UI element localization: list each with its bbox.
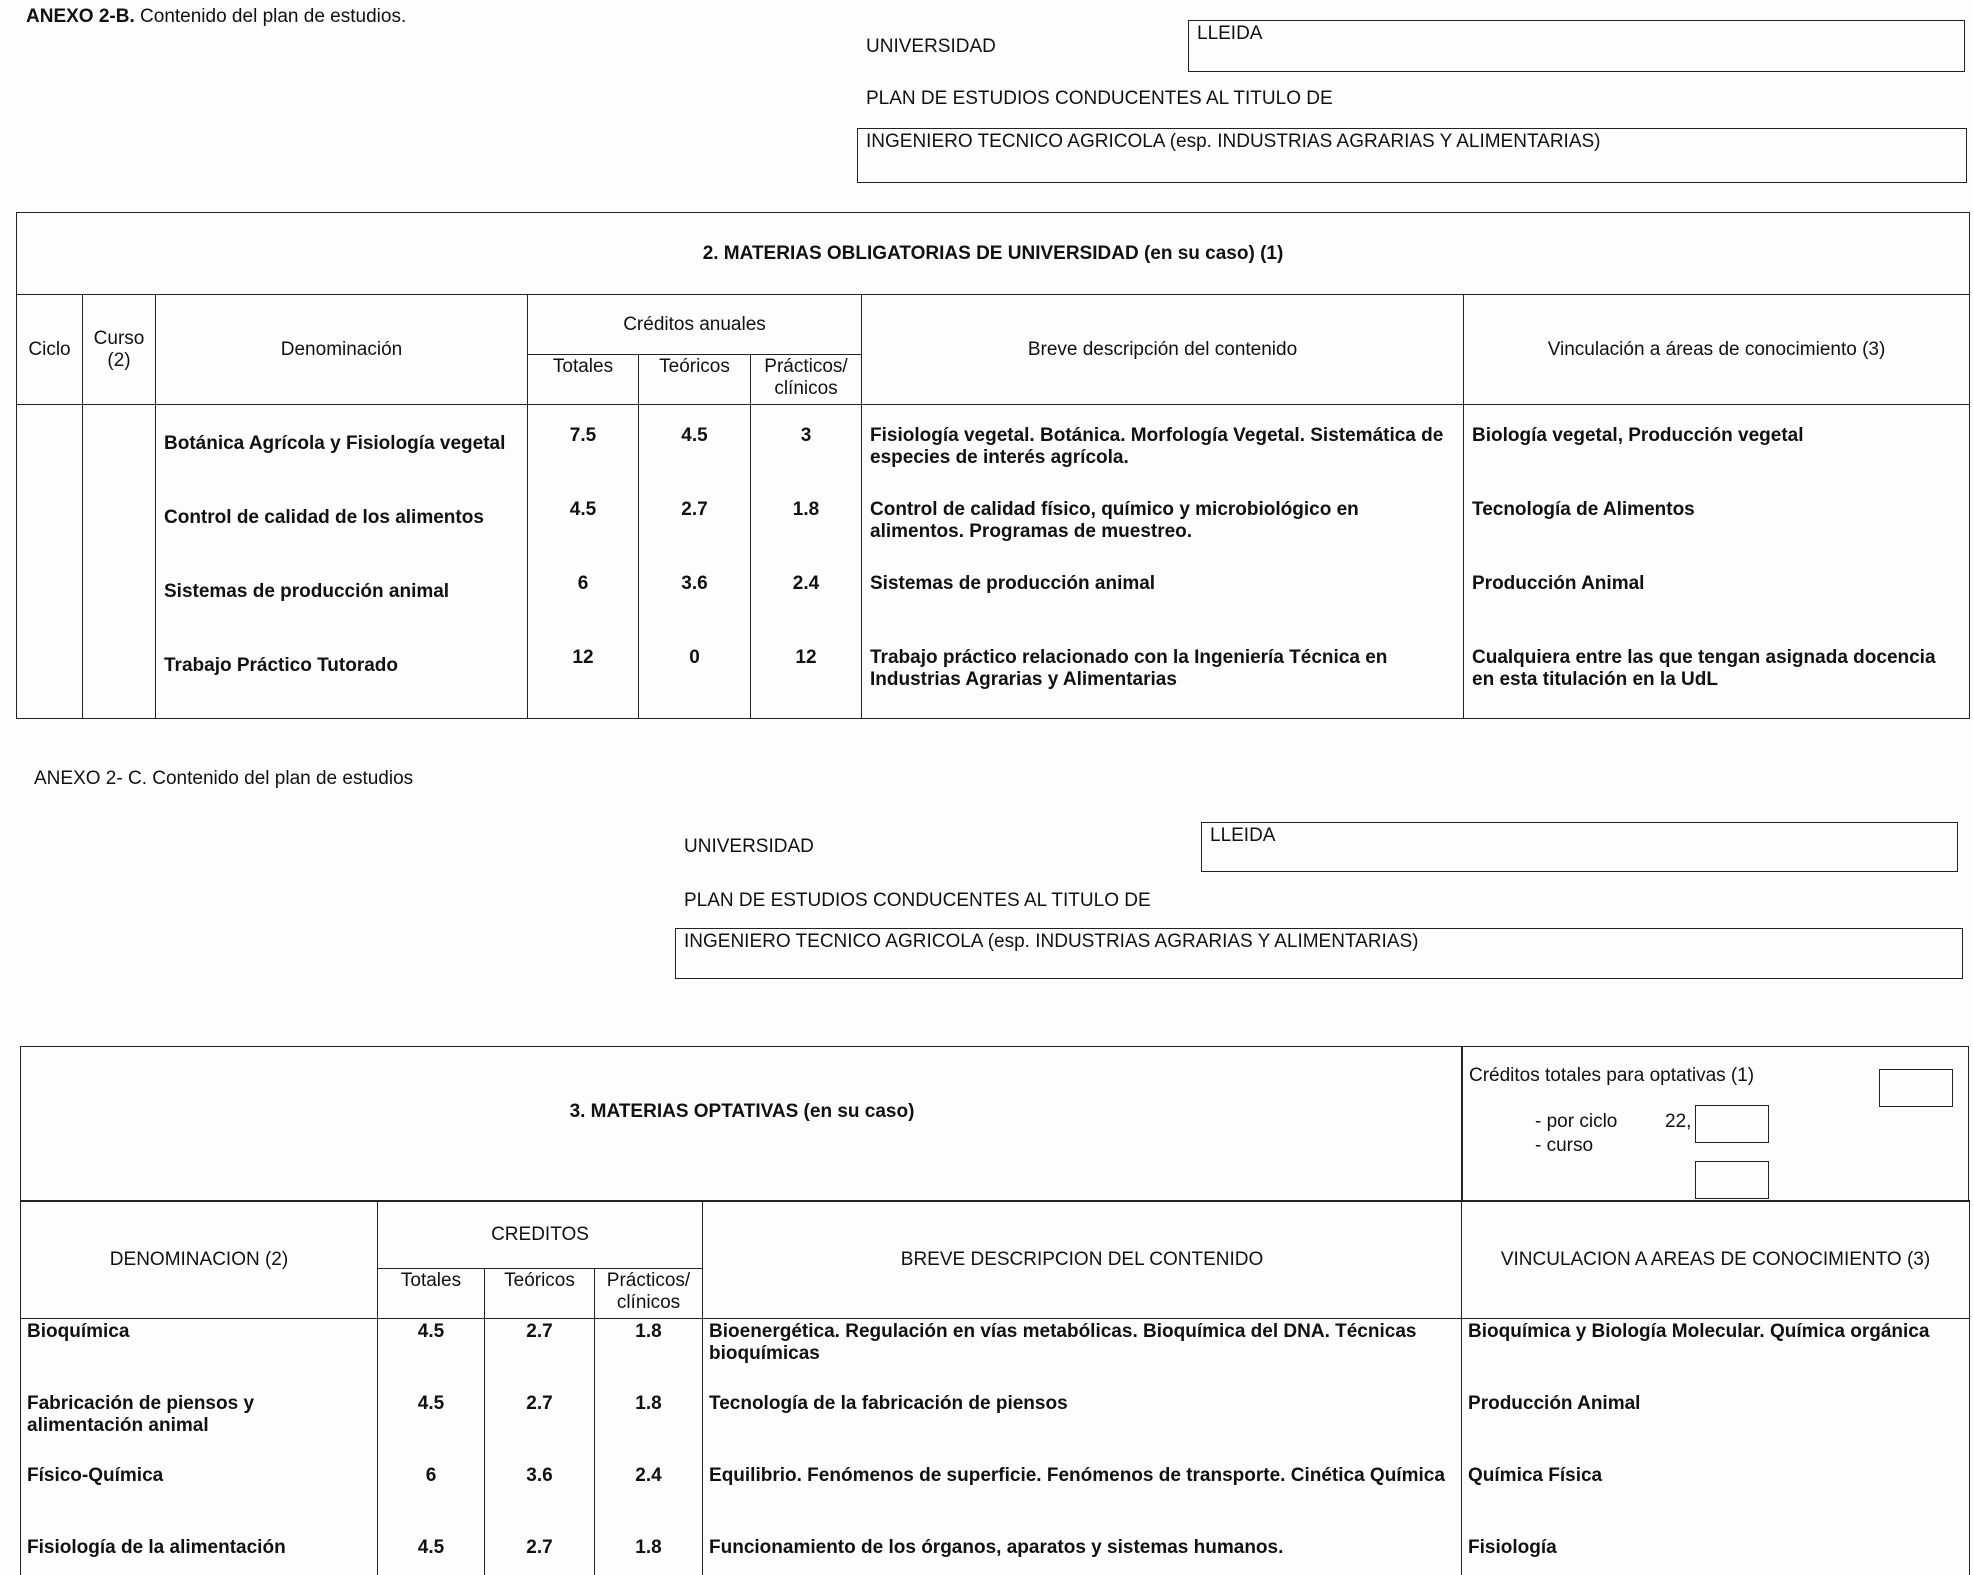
opt-row-denominacion: Fabricación de piensos y alimentación animal bbox=[21, 1391, 378, 1463]
anexo-b-title-bold: ANEXO 2-B. bbox=[26, 6, 135, 27]
opt-row-teoricos: 3.6 bbox=[485, 1463, 595, 1535]
por-ciclo-value: 22, bbox=[1665, 1111, 1692, 1132]
anexo-c-universidad-label: UNIVERSIDAD bbox=[684, 836, 814, 857]
row-practicos: 1.8 bbox=[751, 495, 862, 569]
anexo-b-titulo-field: INGENIERO TECNICO AGRICOLA (esp. INDUSTRIAS AGRARIAS Y ALIMENTARIAS) bbox=[857, 128, 1967, 183]
row-denominacion: Botánica Agrícola y Fisiología vegetal bbox=[156, 421, 528, 495]
anexo-c-title: ANEXO 2- C. Contenido del plan de estudios bbox=[34, 768, 414, 789]
anexo-b-title-rest: Contenido del plan de estudios. bbox=[134, 6, 407, 27]
row-vinculacion: Producción Animal bbox=[1464, 569, 1970, 643]
header-creditos: Créditos anuales bbox=[528, 295, 862, 355]
opt-row-denominacion: Físico-Química bbox=[21, 1463, 378, 1535]
row-vinculacion: Tecnología de Alimentos bbox=[1464, 495, 1970, 569]
header-totales: Totales bbox=[528, 355, 639, 405]
opt-row-totales: 4.5 bbox=[378, 1319, 485, 1391]
row-vinculacion: Biología vegetal, Producción vegetal bbox=[1464, 421, 1970, 495]
table-row bbox=[17, 643, 1970, 719]
opt-header-creditos: CREDITOS bbox=[378, 1201, 703, 1269]
opt-row-practicos: 1.8 bbox=[595, 1319, 703, 1391]
anexo-c-plan-label: PLAN DE ESTUDIOS CONDUCENTES AL TITULO DE bbox=[684, 890, 1151, 911]
anexo-c-section-title: 3. MATERIAS OPTATIVAS (en su caso) bbox=[569, 1101, 915, 1122]
row-denominacion: Sistemas de producción animal bbox=[156, 569, 528, 643]
opt-row-denominacion: Fisiología de la alimentación bbox=[21, 1535, 378, 1575]
row-practicos: 3 bbox=[751, 421, 862, 495]
row-teoricos: 3.6 bbox=[639, 569, 751, 643]
row-totales: 12 bbox=[528, 643, 639, 719]
header-descripcion: Breve descripción del contenido bbox=[862, 295, 1464, 405]
row-teoricos: 2.7 bbox=[639, 495, 751, 569]
header-denominacion: Denominación bbox=[156, 295, 528, 405]
row-vinculacion: Cualquiera entre las que tengan asignada docencia en esta titulación en la UdL bbox=[1464, 643, 1970, 719]
opt-header-denominacion: DENOMINACION (2) bbox=[21, 1201, 378, 1319]
curso-box bbox=[1695, 1161, 1769, 1199]
opt-row-vinculacion: Bioquímica y Biología Molecular. Química orgánica bbox=[1462, 1319, 1970, 1391]
table-row bbox=[21, 1319, 1970, 1391]
row-descripcion: Control de calidad físico, químico y microbiológico en alimentos. Programas de muestreo. bbox=[862, 495, 1464, 569]
header-ciclo: Ciclo bbox=[17, 295, 83, 405]
opt-header-practicos: Prácticos/ clínicos bbox=[595, 1269, 703, 1319]
opt-row-practicos: 1.8 bbox=[595, 1391, 703, 1463]
opt-header-vinculacion: VINCULACION A AREAS DE CONOCIMIENTO (3) bbox=[1462, 1201, 1970, 1319]
anexo-b-table bbox=[16, 212, 1970, 719]
opt-header-descripcion: BREVE DESCRIPCION DEL CONTENIDO bbox=[703, 1201, 1462, 1319]
header-teoricos: Teóricos bbox=[639, 355, 751, 405]
row-denominacion: Trabajo Práctico Tutorado bbox=[156, 643, 528, 719]
opt-header-totales: Totales bbox=[378, 1269, 485, 1319]
opt-row-vinculacion: Fisiología bbox=[1462, 1535, 1970, 1575]
row-totales: 4.5 bbox=[528, 495, 639, 569]
anexo-c-section-header bbox=[20, 1046, 1969, 1202]
anexo-c-universidad-field: LLEIDA bbox=[1201, 822, 1958, 872]
table-row bbox=[17, 569, 1970, 643]
table-row bbox=[21, 1391, 1970, 1463]
por-ciclo-label: - por ciclo bbox=[1535, 1111, 1618, 1132]
header-practicos: Prácticos/ clínicos bbox=[751, 355, 862, 405]
opt-row-practicos: 1.8 bbox=[595, 1535, 703, 1575]
anexo-c-titulo-field: INGENIERO TECNICO AGRICOLA (esp. INDUSTRIAS AGRARIAS Y ALIMENTARIAS) bbox=[675, 928, 1963, 979]
creditos-totales-label: Créditos totales para optativas (1) bbox=[1469, 1065, 1755, 1086]
opt-row-vinculacion: Química Física bbox=[1462, 1463, 1970, 1535]
table-row bbox=[17, 421, 1970, 495]
row-totales: 7.5 bbox=[528, 421, 639, 495]
table-row bbox=[21, 1535, 1970, 1575]
row-teoricos: 0 bbox=[639, 643, 751, 719]
row-practicos: 2.4 bbox=[751, 569, 862, 643]
table-row bbox=[21, 1463, 1970, 1535]
row-descripcion: Fisiología vegetal. Botánica. Morfología Vegetal. Sistemática de especies de interés agrícola. bbox=[862, 421, 1464, 495]
opt-header-teoricos: Teóricos bbox=[485, 1269, 595, 1319]
opt-row-descripcion: Equilibrio. Fenómenos de superficie. Fenómenos de transporte. Cinética Química bbox=[703, 1463, 1462, 1535]
opt-row-totales: 4.5 bbox=[378, 1391, 485, 1463]
header-curso: Curso (2) bbox=[83, 295, 156, 405]
opt-row-descripcion: Funcionamiento de los órganos, aparatos y sistemas humanos. bbox=[703, 1535, 1462, 1575]
opt-row-denominacion: Bioquímica bbox=[21, 1319, 378, 1391]
row-descripcion: Sistemas de producción animal bbox=[862, 569, 1464, 643]
opt-row-descripcion: Bioenergética. Regulación en vías metabólicas. Bioquímica del DNA. Técnicas bioquímicas bbox=[703, 1319, 1462, 1391]
opt-row-teoricos: 2.7 bbox=[485, 1391, 595, 1463]
row-teoricos: 4.5 bbox=[639, 421, 751, 495]
opt-row-teoricos: 2.7 bbox=[485, 1535, 595, 1575]
opt-row-practicos: 2.4 bbox=[595, 1463, 703, 1535]
anexo-b-universidad-field: LLEIDA bbox=[1188, 20, 1965, 72]
curso-label: - curso bbox=[1535, 1135, 1594, 1156]
por-ciclo-box bbox=[1695, 1105, 1769, 1143]
anexo-c-creditos-panel bbox=[1461, 1046, 1463, 1202]
opt-row-teoricos: 2.7 bbox=[485, 1319, 595, 1391]
opt-row-totales: 6 bbox=[378, 1463, 485, 1535]
creditos-totales-box bbox=[1879, 1069, 1953, 1107]
anexo-b-universidad-label: UNIVERSIDAD bbox=[866, 36, 996, 57]
opt-row-vinculacion: Producción Animal bbox=[1462, 1391, 1970, 1463]
header-vinculacion: Vinculación a áreas de conocimiento (3) bbox=[1464, 295, 1970, 405]
opt-row-totales: 4.5 bbox=[378, 1535, 485, 1575]
anexo-b-title bbox=[26, 6, 406, 28]
row-denominacion: Control de calidad de los alimentos bbox=[156, 495, 528, 569]
opt-row-descripcion: Tecnología de la fabricación de piensos bbox=[703, 1391, 1462, 1463]
row-descripcion: Trabajo práctico relacionado con la Ingeniería Técnica en Industrias Agrarias y Alimentarias bbox=[862, 643, 1464, 719]
row-practicos: 12 bbox=[751, 643, 862, 719]
anexo-c-table bbox=[20, 1200, 1970, 1575]
anexo-b-plan-label: PLAN DE ESTUDIOS CONDUCENTES AL TITULO DE bbox=[866, 88, 1333, 109]
anexo-b-section-title: 2. MATERIAS OBLIGATORIAS DE UNIVERSIDAD (en su caso) (1) bbox=[17, 213, 1970, 295]
table-row bbox=[17, 495, 1970, 569]
row-totales: 6 bbox=[528, 569, 639, 643]
